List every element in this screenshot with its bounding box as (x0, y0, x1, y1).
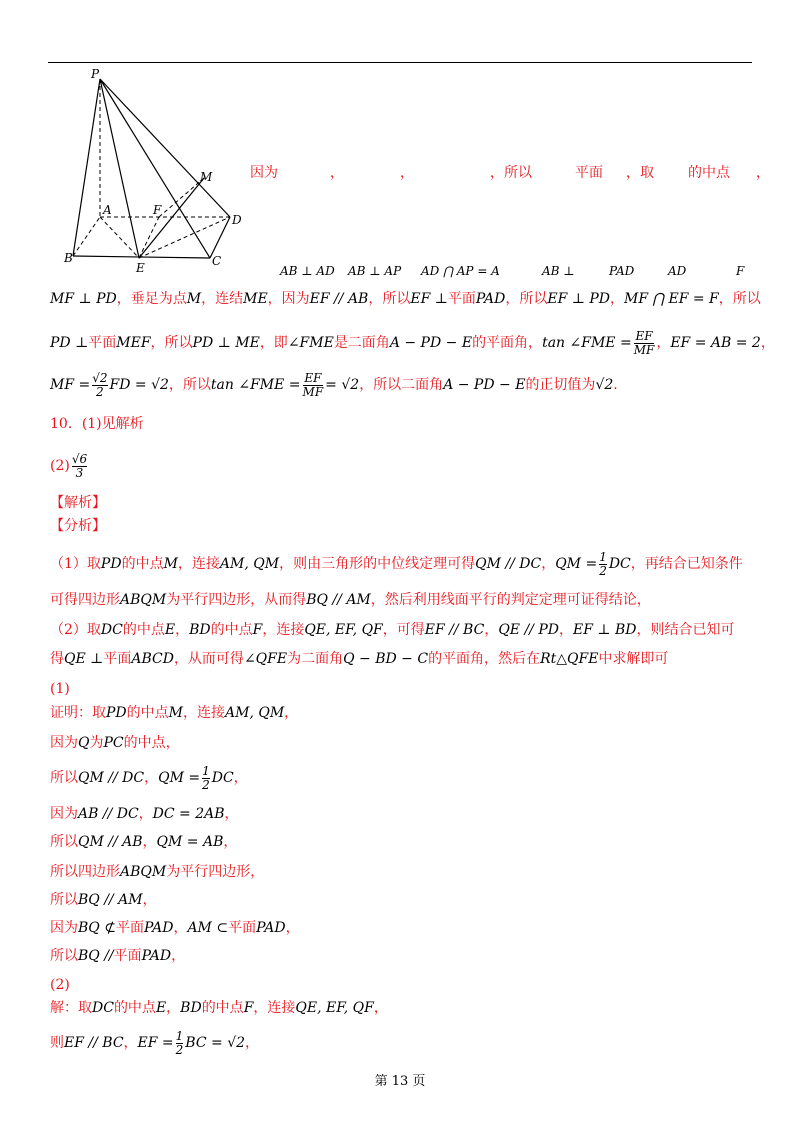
r4-t1: 平面 (88, 335, 117, 351)
p6-t1: 所以四边形 (50, 864, 120, 880)
p10-a2: E (155, 1000, 167, 1016)
p1-t3: ，连接 (183, 705, 225, 721)
p10-a3: BD (180, 1000, 202, 1016)
row1-comma3: ， (756, 165, 770, 181)
an1-a3: AM, QM (219, 556, 280, 572)
p11-a2: EF = (137, 1035, 174, 1051)
p1-a3: AM, QM (225, 705, 285, 721)
q10-den: 3 (75, 465, 84, 480)
an2-t2: 为平行四边形，从而得 (166, 592, 307, 608)
p1-t2: 的中点 (126, 705, 169, 721)
r5-a5: A − PD − E (443, 377, 526, 393)
an4-a5: Rt△QFE (540, 651, 599, 667)
an2-a2: BQ // AM (306, 592, 371, 608)
edge-PB (73, 79, 100, 256)
p3-num: 1 (202, 763, 210, 778)
an4-t5: 的平面角，然后在 (428, 651, 541, 667)
r5-t3: 的正切值为 (525, 377, 596, 393)
edge-EM (139, 178, 204, 258)
an2-a1: ABQM (120, 592, 167, 608)
p3-t2: ， (144, 770, 159, 786)
r3-a6: PAD (475, 291, 506, 307)
p10-t2: 的中点 (113, 1000, 156, 1016)
fenxi-heading: 【分析】 (50, 518, 106, 534)
r5-a1: MF = (50, 377, 91, 393)
p2-a2: PC (103, 735, 124, 751)
r3-t7: ， (610, 291, 625, 307)
row5 (50, 368, 618, 402)
an3-a4: F (252, 622, 263, 638)
row1-because: 因为 (250, 165, 278, 181)
r4-a1: PD ⊥ (50, 335, 89, 351)
an1-a1: PD (100, 556, 122, 572)
an4-a1: QE ⊥ (64, 651, 104, 667)
p11-den: 2 (175, 1042, 184, 1057)
p2-t1: 因为 (50, 735, 78, 751)
p8-t5: ， (285, 920, 300, 936)
p10-t3: ， (166, 1000, 181, 1016)
an4-a3: ∠QFE (243, 651, 288, 667)
an1-den: 2 (599, 563, 607, 578)
r3-t1: ，垂足为点 (116, 291, 187, 307)
p3-a3: DC (211, 770, 234, 786)
r3-t3: ，因为 (267, 291, 310, 307)
p10-t5: ，连接 (253, 1000, 296, 1016)
label-M: M (200, 170, 213, 184)
p10-a1: DC (92, 1000, 114, 1016)
label-P: P (91, 68, 100, 81)
section-1-label: (1) (50, 681, 70, 697)
solution-line-1 (50, 998, 388, 1018)
r4-a3: PD ⊥ ME (192, 335, 260, 351)
an1-t3: ，连接 (177, 556, 220, 572)
analysis-4 (50, 649, 668, 669)
row2-f3: AD ⋂ AP = A (421, 264, 500, 278)
r3-a7: EF ⊥ PD (547, 291, 611, 307)
jiexi-heading: 【解析】 (50, 495, 106, 511)
p9-t3: ， (171, 948, 186, 964)
q10-line2 (50, 446, 89, 486)
proof-line-1 (50, 703, 298, 723)
p3-t1: 所以 (50, 770, 78, 786)
r4-a7: EF = AB = 2 (670, 335, 761, 351)
an3-t7: ， (484, 622, 499, 638)
p1-t1: 证明：取 (50, 705, 106, 721)
p10-a5: QE, EF, QF (295, 1000, 374, 1016)
an3-t4: 的中点 (210, 622, 253, 638)
an1-a6: DC (608, 556, 631, 572)
p11-num: 1 (175, 1028, 184, 1043)
row2-f5: PAD (609, 264, 635, 278)
p8-t2: 平面 (115, 920, 144, 936)
r5-a4: = √2 (325, 377, 360, 393)
p1-t4: ， (284, 705, 299, 721)
p7-t2: ， (142, 892, 157, 908)
r4-t4: 是二面角 (333, 335, 390, 351)
row2-f6: AD (668, 264, 687, 278)
p8-t4: 平面 (228, 920, 257, 936)
r4-t7: ， (760, 335, 775, 351)
an4-t2: 平面 (103, 651, 132, 667)
an4-a2: ABCD (131, 651, 174, 667)
an4-t3: ，从而可得 (173, 651, 244, 667)
r3-a2: M (186, 291, 202, 307)
p10-a4: F (243, 1000, 254, 1016)
p10-t4: 的中点 (201, 1000, 244, 1016)
solution-line-2 (50, 1026, 259, 1060)
pyramid-figure (58, 68, 248, 277)
p8-a4: PAD (256, 920, 286, 936)
r4-t3: ，即 (259, 335, 288, 351)
p8-t3: ， (173, 920, 188, 936)
an3-a3: BD (189, 622, 211, 638)
r3-t8: ，所以 (718, 291, 761, 307)
p3-t3: ， (233, 770, 248, 786)
proof-line-6 (50, 862, 264, 882)
an3-a8: EF ⊥ BD (573, 622, 637, 638)
r3-a4: EF // AB (309, 291, 369, 307)
r5-t2: ，所以二面角 (359, 377, 444, 393)
p3-a1: QM // DC (78, 770, 145, 786)
an1-frac (599, 551, 607, 578)
an4-t6: 中求解即可 (598, 651, 669, 667)
an3-a2: E (164, 622, 176, 638)
r5-den: 2 (96, 384, 104, 399)
analysis-2 (50, 590, 651, 610)
edge-AE (100, 217, 139, 258)
an1-t2: 的中点 (121, 556, 164, 572)
an1-t4: ，则由三角形的中位线定理可得 (279, 556, 476, 572)
analysis-3 (50, 620, 735, 640)
p11-a1: EF // BC (64, 1035, 124, 1051)
proof-line-4 (50, 804, 239, 824)
an3-t5: ，连接 (262, 622, 305, 638)
an4-t1: 得 (50, 651, 64, 667)
r5-t4: . (613, 377, 618, 393)
an4-a4: Q − BD − C (343, 651, 429, 667)
r3-a3: ME (243, 291, 268, 307)
p2-t2: 为 (89, 735, 104, 751)
p8-a3: AM ⊂ (187, 920, 229, 936)
edge-ED (139, 217, 230, 258)
p5-a1: QM // AB (78, 834, 143, 850)
r4-t5: 的平面角， (472, 335, 543, 351)
an1-t1: （1）取 (50, 556, 101, 572)
p2-t3: 的中点， (123, 735, 180, 751)
an1-num: 1 (599, 549, 607, 564)
label-D: D (232, 213, 242, 227)
p2-a1: Q (78, 735, 90, 751)
p6-t2: 为平行四边形， (166, 864, 265, 880)
an3-t6: ，可得 (382, 622, 425, 638)
r5-den2: MF (302, 384, 324, 399)
row2-f7: F (736, 264, 745, 278)
p11-t3: ， (245, 1035, 260, 1051)
an3-a6: EF // BC (424, 622, 485, 638)
proof-line-5 (50, 832, 237, 852)
row1-text (250, 163, 770, 183)
p6-a1: ABQM (120, 864, 167, 880)
row1-comma1: ， (330, 165, 344, 181)
p4-a1: AB // DC (78, 806, 139, 822)
r3-t6: ，所以 (505, 291, 548, 307)
row1-so: ，所以 (490, 165, 532, 181)
p9-a1: BQ // (78, 948, 114, 964)
p9-t2: 平面 (113, 948, 142, 964)
p5-t1: 所以 (50, 834, 78, 850)
an3-t2: 的中点 (122, 622, 165, 638)
analysis-1 (50, 548, 743, 580)
an2-t1: 可得四边形 (50, 592, 120, 608)
p7-a1: BQ // AM (78, 892, 143, 908)
row1-plane: 平面 (575, 165, 603, 181)
p3-a2: QM = (158, 770, 201, 786)
p3-den: 2 (202, 777, 210, 792)
r5-t1: ，所以 (168, 377, 211, 393)
r5-num: √2 (92, 370, 108, 385)
p5-t3: ， (223, 834, 238, 850)
label-A: A (103, 203, 112, 217)
p10-t1: 解：取 (50, 1000, 92, 1016)
edge-PE (100, 79, 139, 258)
q10-frac (72, 453, 87, 480)
edge-PC (100, 79, 210, 258)
q10-num: √6 (71, 451, 88, 466)
proof-line-2 (50, 733, 180, 753)
r4-a5: A − PD − E (389, 335, 473, 351)
p7-t1: 所以 (50, 892, 78, 908)
p4-a2: DC = 2AB (152, 806, 225, 822)
an3-a5: QE, EF, QF (304, 622, 383, 638)
proof-line-9 (50, 946, 185, 966)
row4 (50, 326, 775, 360)
p9-a2: PAD (141, 948, 172, 964)
p5-a2: QM = AB (156, 834, 224, 850)
p11-t2: ， (123, 1035, 138, 1051)
an3-t1: （2）取 (50, 622, 101, 638)
p3-frac (202, 765, 210, 792)
p1-a2: M (168, 705, 183, 721)
edge-BA (73, 217, 100, 256)
edge-CD (210, 217, 230, 258)
section-2-label: (2) (50, 977, 70, 993)
r5-frac2 (303, 372, 324, 399)
an3-t3: ， (175, 622, 190, 638)
r5-a6: √2 (595, 377, 614, 393)
r3-a5: EF ⊥ (410, 291, 448, 307)
row1-comma2: ， (400, 165, 414, 181)
label-B: B (64, 251, 73, 265)
p11-frac (176, 1030, 184, 1057)
p1-a1: PD (106, 705, 127, 721)
p9-t1: 所以 (50, 948, 78, 964)
p4-t2: ， (138, 806, 153, 822)
an1-a2: M (163, 556, 178, 572)
row2-f4: AB ⊥ (542, 264, 575, 278)
an3-a7: QE // PD (498, 622, 559, 638)
p4-t1: 因为 (50, 806, 78, 822)
r5-a3: tan ∠FME = (210, 377, 301, 393)
p5-t2: ， (142, 834, 157, 850)
an1-a4: QM // DC (475, 556, 542, 572)
p8-a2: PAD (143, 920, 174, 936)
row2-f1: AB ⊥ AD (280, 264, 335, 278)
proof-line-3 (50, 762, 248, 794)
r3-t2: ，连结 (201, 291, 244, 307)
an4-t4: 为二面角 (287, 651, 344, 667)
page-number: 第 13 页 (374, 1074, 426, 1089)
row2-formulas (280, 261, 760, 281)
pyramid-diagram (58, 68, 248, 273)
an1-t5: ， (541, 556, 556, 572)
label-E: E (136, 261, 145, 273)
r4-t6: ， (656, 335, 671, 351)
label-C: C (212, 254, 222, 268)
r5-num2: EF (304, 370, 322, 385)
q10-p2: (2) (50, 458, 70, 474)
header-rule (48, 62, 752, 63)
p8-t1: 因为 (50, 920, 78, 936)
r3-a1: MF ⊥ PD (50, 291, 117, 307)
row3 (50, 289, 761, 309)
row1-take: ，取 (626, 165, 654, 181)
r3-t5: 平面 (447, 291, 476, 307)
r5-frac1 (92, 372, 107, 399)
p11-t1: 则 (50, 1035, 64, 1051)
an2-t3: ，然后利用线面平行的判定定理可证得结论， (370, 592, 651, 608)
r4-a2: MEF (116, 335, 151, 351)
p4-t3: ， (224, 806, 239, 822)
an3-t8: ， (559, 622, 573, 638)
p8-a1: BQ ⊄ (78, 920, 116, 936)
p10-t6: ， (373, 1000, 388, 1016)
proof-line-7 (50, 890, 157, 910)
q10-line1: 10．(1)见解析 (50, 416, 144, 432)
r4-frac (634, 330, 655, 357)
r4-a6: tan ∠FME = (542, 335, 632, 351)
an1-t6: ，再结合已知条件 (630, 556, 743, 572)
r4-num: EF (635, 328, 653, 343)
an3-t9: ，则结合已知可 (636, 622, 735, 638)
label-F: F (153, 203, 162, 217)
edge-PD (100, 79, 230, 217)
r4-den: MF (633, 342, 655, 357)
proof-line-8 (50, 918, 300, 938)
row2-f2: AB ⊥ AP (348, 264, 402, 278)
r4-a4: ∠FME (287, 335, 334, 351)
r3-a8: MF ⋂ EF = F (624, 291, 719, 307)
r5-a2: FD = √2 (109, 377, 169, 393)
r4-t2: ，所以 (150, 335, 193, 351)
p11-a3: BC = √2 (185, 1035, 246, 1051)
an1-a5: QM = (555, 556, 598, 572)
row1-midpoint: 的中点 (688, 165, 730, 181)
r3-t4: ，所以 (368, 291, 411, 307)
an3-a1: DC (100, 622, 123, 638)
